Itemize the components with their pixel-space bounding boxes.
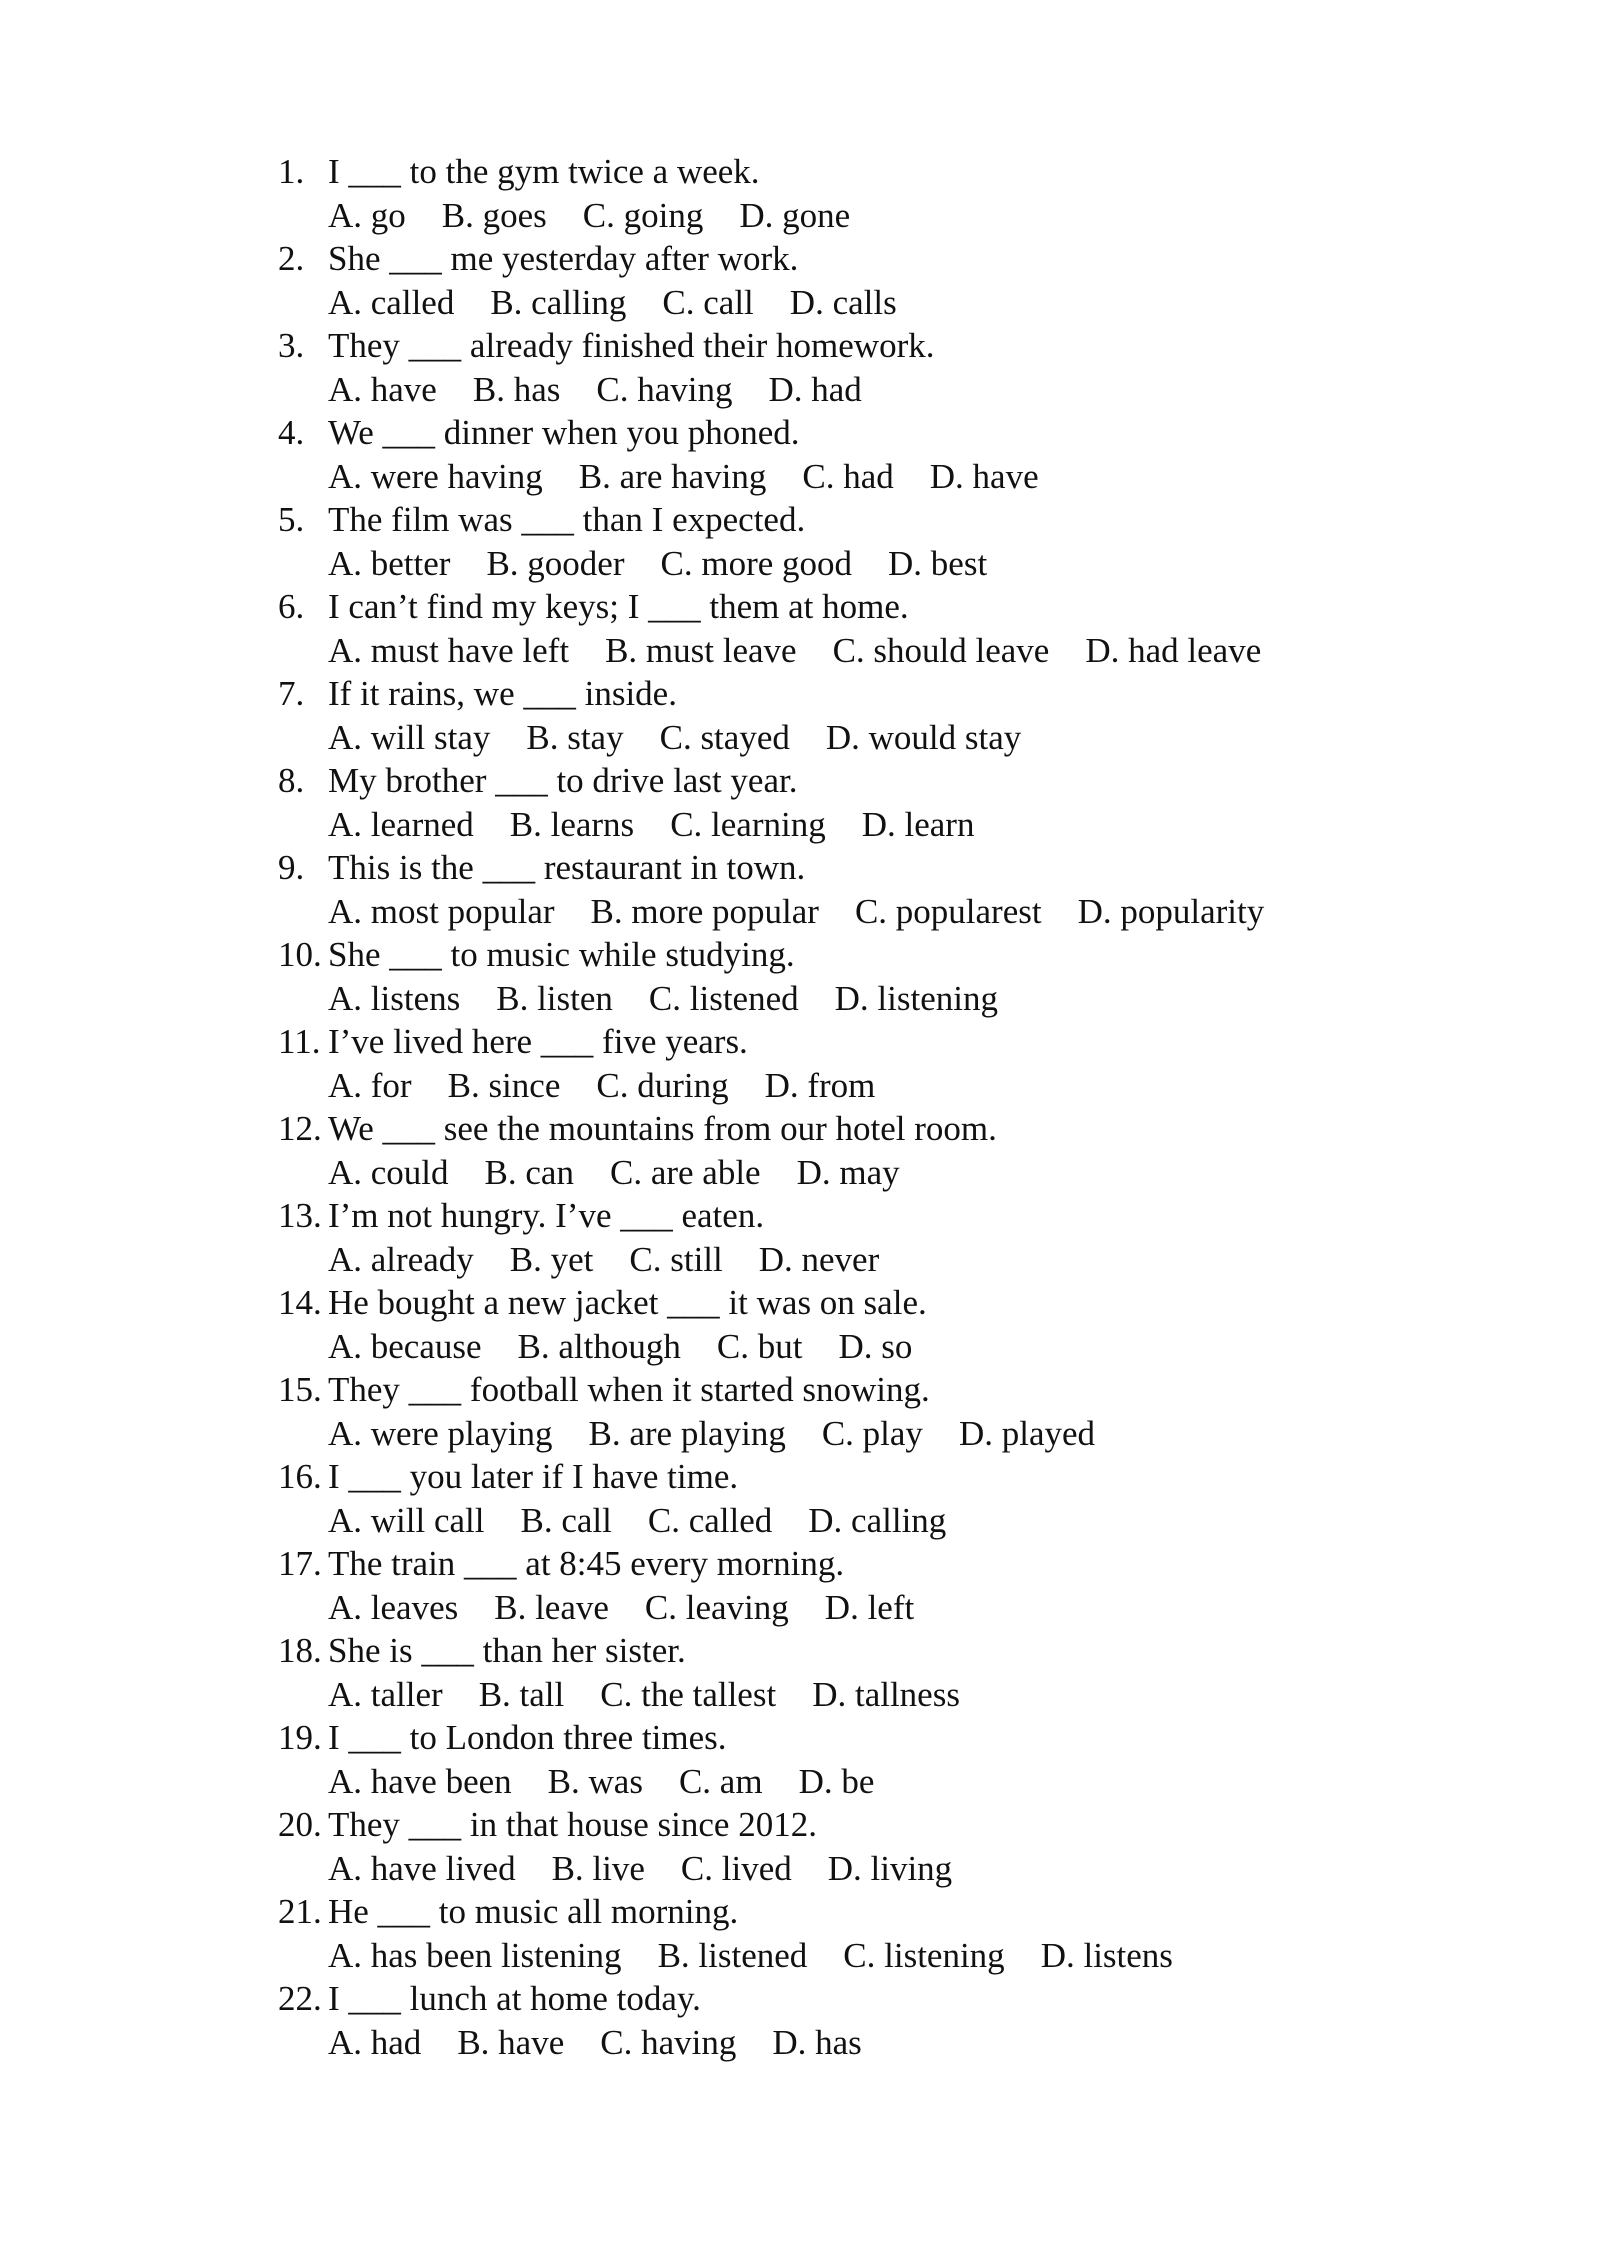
question-item bbox=[278, 759, 1478, 846]
question-text: I’m not hungry. I’ve ___ eaten. bbox=[328, 1196, 765, 1235]
answer-option: A. called bbox=[328, 282, 455, 322]
question-item bbox=[278, 150, 1478, 237]
question-line bbox=[278, 1455, 1478, 1499]
question-number: 22. bbox=[278, 1979, 322, 2018]
question-item bbox=[278, 933, 1478, 1020]
question-text: My brother ___ to drive last year. bbox=[328, 761, 798, 800]
answer-option: C. listening bbox=[843, 1935, 1005, 1975]
answer-options bbox=[278, 977, 1478, 1021]
question-item bbox=[278, 1542, 1478, 1629]
answer-option: C. going bbox=[582, 195, 704, 235]
answer-options bbox=[278, 1673, 1478, 1717]
answer-options bbox=[278, 890, 1478, 934]
answer-option: C. called bbox=[647, 1500, 773, 1540]
answer-option: C. still bbox=[629, 1239, 723, 1279]
answer-option: D. learn bbox=[861, 804, 975, 844]
question-item bbox=[278, 1281, 1478, 1368]
answer-option: A. better bbox=[328, 543, 451, 583]
question-text: They ___ already finished their homework. bbox=[328, 326, 935, 365]
answer-option: C. had bbox=[802, 456, 894, 496]
answer-option: B. have bbox=[457, 2022, 565, 2062]
answer-options bbox=[278, 1934, 1478, 1978]
answer-option: A. were having bbox=[328, 456, 543, 496]
question-item bbox=[278, 1803, 1478, 1890]
answer-option: A. leaves bbox=[328, 1587, 459, 1627]
question-item bbox=[278, 411, 1478, 498]
answer-option: D. living bbox=[827, 1848, 953, 1888]
answer-option: D. calls bbox=[789, 282, 897, 322]
answer-option: D. had bbox=[768, 369, 862, 409]
answer-option: B. learns bbox=[509, 804, 635, 844]
question-line bbox=[278, 1803, 1478, 1847]
question-text: He bought a new jacket ___ it was on sale. bbox=[328, 1283, 927, 1322]
question-line bbox=[278, 1194, 1478, 1238]
answer-option: C. leaving bbox=[644, 1587, 789, 1627]
answer-option: A. must have left bbox=[328, 630, 570, 670]
answer-options bbox=[278, 716, 1478, 760]
question-line bbox=[278, 237, 1478, 281]
answer-option: C. play bbox=[821, 1413, 923, 1453]
question-item bbox=[278, 1107, 1478, 1194]
answer-options bbox=[278, 1064, 1478, 1108]
answer-option: D. have bbox=[929, 456, 1039, 496]
question-number: 10. bbox=[278, 935, 322, 974]
answer-options bbox=[278, 1238, 1478, 1282]
answer-option: A. had bbox=[328, 2022, 422, 2062]
question-number: 3. bbox=[278, 326, 305, 365]
answer-option: B. leave bbox=[494, 1587, 609, 1627]
question-number: 6. bbox=[278, 587, 305, 626]
answer-options bbox=[278, 1847, 1478, 1891]
question-number: 4. bbox=[278, 413, 305, 452]
answer-options bbox=[278, 1412, 1478, 1456]
answer-option: A. learned bbox=[328, 804, 474, 844]
question-line bbox=[278, 1890, 1478, 1934]
answer-options bbox=[278, 629, 1478, 673]
question-item bbox=[278, 1020, 1478, 1107]
answer-option: B. are having bbox=[578, 456, 767, 496]
answer-option: B. call bbox=[520, 1500, 612, 1540]
answer-option: A. listens bbox=[328, 978, 461, 1018]
question-text: If it rains, we ___ inside. bbox=[328, 674, 677, 713]
answer-option: D. may bbox=[796, 1152, 900, 1192]
answer-options bbox=[278, 194, 1478, 238]
question-line bbox=[278, 1542, 1478, 1586]
answer-option: B. gooder bbox=[486, 543, 625, 583]
question-text: We ___ dinner when you phoned. bbox=[328, 413, 800, 452]
answer-option: D. played bbox=[958, 1413, 1096, 1453]
question-line bbox=[278, 1977, 1478, 2021]
answer-options bbox=[278, 803, 1478, 847]
answer-option: D. calling bbox=[808, 1500, 947, 1540]
question-text: I ___ to the gym twice a week. bbox=[328, 152, 760, 191]
question-number: 18. bbox=[278, 1631, 322, 1670]
answer-options bbox=[278, 281, 1478, 325]
answer-option: D. from bbox=[764, 1065, 876, 1105]
answer-option: B. was bbox=[547, 1761, 643, 1801]
answer-option: C. call bbox=[662, 282, 754, 322]
answer-option: B. more popular bbox=[590, 891, 819, 931]
answer-option: C. having bbox=[600, 2022, 737, 2062]
question-number: 13. bbox=[278, 1196, 322, 1235]
answer-option: C. stayed bbox=[659, 717, 790, 757]
answer-option: A. because bbox=[328, 1326, 482, 1366]
question-item bbox=[278, 672, 1478, 759]
answer-option: A. for bbox=[328, 1065, 412, 1105]
answer-options bbox=[278, 1325, 1478, 1369]
answer-options bbox=[278, 368, 1478, 412]
answer-option: C. during bbox=[596, 1065, 729, 1105]
question-text: He ___ to music all morning. bbox=[328, 1892, 739, 1931]
question-line bbox=[278, 933, 1478, 977]
answer-option: A. taller bbox=[328, 1674, 443, 1714]
question-item bbox=[278, 498, 1478, 585]
question-text: This is the ___ restaurant in town. bbox=[328, 848, 806, 887]
answer-option: B. can bbox=[484, 1152, 574, 1192]
question-number: 20. bbox=[278, 1805, 322, 1844]
question-line bbox=[278, 672, 1478, 716]
answer-option: D. so bbox=[838, 1326, 913, 1366]
answer-option: D. tallness bbox=[812, 1674, 960, 1714]
answer-option: D. gone bbox=[739, 195, 851, 235]
question-number: 16. bbox=[278, 1457, 322, 1496]
answer-option: B. goes bbox=[441, 195, 547, 235]
worksheet bbox=[278, 150, 1478, 2064]
question-item bbox=[278, 1890, 1478, 1977]
question-number: 17. bbox=[278, 1544, 322, 1583]
answer-options bbox=[278, 2021, 1478, 2065]
answer-option: D. had leave bbox=[1085, 630, 1262, 670]
answer-option: A. have lived bbox=[328, 1848, 516, 1888]
question-number: 5. bbox=[278, 500, 305, 539]
question-line bbox=[278, 1020, 1478, 1064]
question-text: The train ___ at 8:45 every morning. bbox=[328, 1544, 845, 1583]
answer-option: C. more good bbox=[660, 543, 853, 583]
answer-options bbox=[278, 1499, 1478, 1543]
question-text: She ___ to music while studying. bbox=[328, 935, 795, 974]
answer-option: B. listen bbox=[496, 978, 613, 1018]
answer-options bbox=[278, 1760, 1478, 1804]
answer-option: B. yet bbox=[509, 1239, 594, 1279]
answer-option: A. have bbox=[328, 369, 437, 409]
question-text: She is ___ than her sister. bbox=[328, 1631, 686, 1670]
question-line bbox=[278, 498, 1478, 542]
answer-option: A. already bbox=[328, 1239, 474, 1279]
answer-option: A. will call bbox=[328, 1500, 485, 1540]
question-text: I’ve lived here ___ five years. bbox=[328, 1022, 748, 1061]
answer-option: C. are able bbox=[609, 1152, 761, 1192]
question-item bbox=[278, 1629, 1478, 1716]
question-item bbox=[278, 1194, 1478, 1281]
question-text: The film was ___ than I expected. bbox=[328, 500, 806, 539]
question-number: 15. bbox=[278, 1370, 322, 1409]
question-line bbox=[278, 1281, 1478, 1325]
answer-option: D. be bbox=[798, 1761, 875, 1801]
answer-option: A. has been listening bbox=[328, 1935, 622, 1975]
question-number: 2. bbox=[278, 239, 305, 278]
question-line bbox=[278, 1716, 1478, 1760]
question-item bbox=[278, 585, 1478, 672]
answer-option: B. has bbox=[472, 369, 561, 409]
question-item bbox=[278, 1977, 1478, 2064]
question-line bbox=[278, 411, 1478, 455]
question-text: They ___ in that house since 2012. bbox=[328, 1805, 817, 1844]
question-number: 21. bbox=[278, 1892, 322, 1931]
question-item bbox=[278, 1368, 1478, 1455]
question-number: 9. bbox=[278, 848, 305, 887]
answer-option: A. will stay bbox=[328, 717, 491, 757]
answer-option: C. lived bbox=[680, 1848, 792, 1888]
answer-option: D. best bbox=[888, 543, 988, 583]
question-text: We ___ see the mountains from our hotel room. bbox=[328, 1109, 997, 1148]
question-line bbox=[278, 846, 1478, 890]
answer-option: B. must leave bbox=[605, 630, 797, 670]
answer-option: A. could bbox=[328, 1152, 449, 1192]
answer-option: D. would stay bbox=[825, 717, 1022, 757]
answer-option: C. but bbox=[716, 1326, 803, 1366]
answer-option: C. listened bbox=[648, 978, 799, 1018]
answer-option: C. learning bbox=[670, 804, 826, 844]
question-line bbox=[278, 1368, 1478, 1412]
question-number: 8. bbox=[278, 761, 305, 800]
question-text: She ___ me yesterday after work. bbox=[328, 239, 799, 278]
answer-options bbox=[278, 1151, 1478, 1195]
answer-options bbox=[278, 1586, 1478, 1630]
question-number: 11. bbox=[278, 1022, 321, 1061]
answer-option: D. popularity bbox=[1077, 891, 1265, 931]
question-line bbox=[278, 150, 1478, 194]
answer-option: D. has bbox=[772, 2022, 862, 2062]
question-number: 7. bbox=[278, 674, 305, 713]
question-line bbox=[278, 1629, 1478, 1673]
question-item bbox=[278, 1455, 1478, 1542]
answer-option: D. listening bbox=[834, 978, 998, 1018]
answer-option: B. tall bbox=[478, 1674, 565, 1714]
answer-option: D. listens bbox=[1040, 1935, 1173, 1975]
answer-option: B. are playing bbox=[588, 1413, 786, 1453]
answer-option: C. having bbox=[596, 369, 733, 409]
question-line bbox=[278, 1107, 1478, 1151]
question-item bbox=[278, 237, 1478, 324]
question-text: I can’t find my keys; I ___ them at home. bbox=[328, 587, 909, 626]
answer-options bbox=[278, 455, 1478, 499]
question-text: I ___ to London three times. bbox=[328, 1718, 727, 1757]
answer-option: D. never bbox=[758, 1239, 880, 1279]
question-line bbox=[278, 585, 1478, 629]
answer-option: C. the tallest bbox=[600, 1674, 777, 1714]
question-item bbox=[278, 324, 1478, 411]
question-text: I ___ lunch at home today. bbox=[328, 1979, 701, 2018]
answer-option: C. popularest bbox=[854, 891, 1042, 931]
answer-options bbox=[278, 542, 1478, 586]
answer-option: D. left bbox=[824, 1587, 915, 1627]
answer-option: B. although bbox=[517, 1326, 681, 1366]
answer-option: A. were playing bbox=[328, 1413, 553, 1453]
answer-option: A. have been bbox=[328, 1761, 512, 1801]
answer-option: B. stay bbox=[526, 717, 624, 757]
question-line bbox=[278, 324, 1478, 368]
answer-option: B. since bbox=[447, 1065, 561, 1105]
question-number: 1. bbox=[278, 152, 305, 191]
answer-option: B. calling bbox=[490, 282, 627, 322]
question-number: 12. bbox=[278, 1109, 322, 1148]
answer-option: B. listened bbox=[657, 1935, 808, 1975]
question-text: I ___ you later if I have time. bbox=[328, 1457, 739, 1496]
question-text: They ___ football when it started snowing. bbox=[328, 1370, 930, 1409]
answer-option: C. should leave bbox=[832, 630, 1050, 670]
question-number: 19. bbox=[278, 1718, 322, 1757]
question-item bbox=[278, 1716, 1478, 1803]
answer-option: C. am bbox=[678, 1761, 763, 1801]
question-line bbox=[278, 759, 1478, 803]
question-number: 14. bbox=[278, 1283, 322, 1322]
answer-option: A. go bbox=[328, 195, 406, 235]
answer-option: B. live bbox=[551, 1848, 645, 1888]
answer-option: A. most popular bbox=[328, 891, 555, 931]
question-item bbox=[278, 846, 1478, 933]
